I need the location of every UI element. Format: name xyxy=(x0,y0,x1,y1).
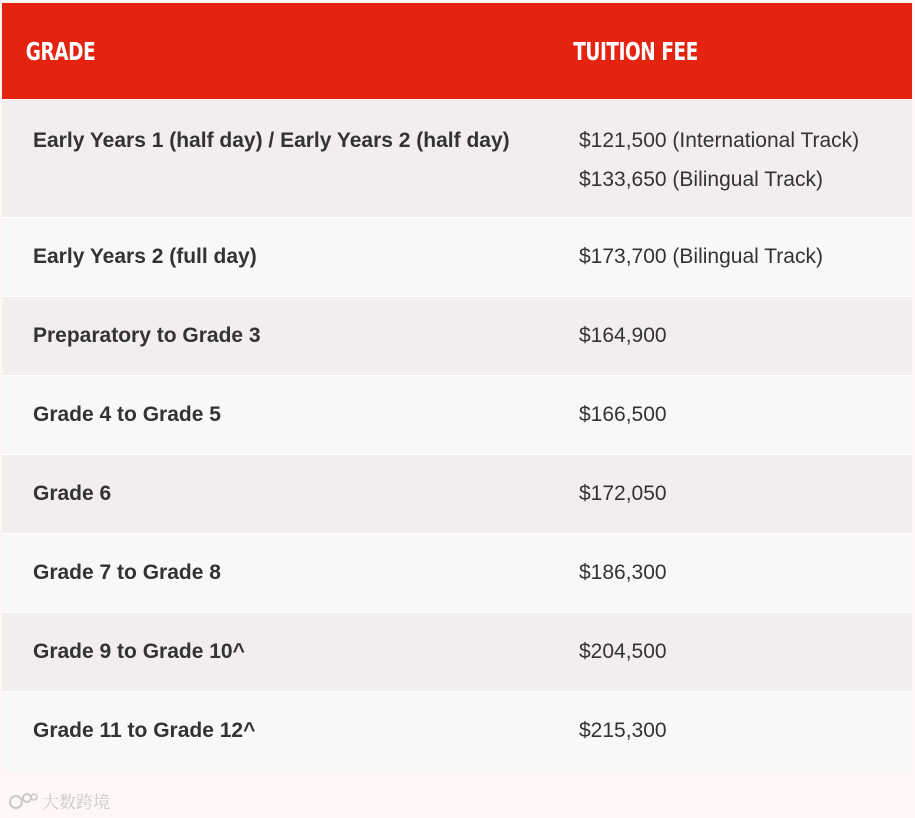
fee-cell xyxy=(547,640,912,664)
table-row xyxy=(2,99,912,217)
table-row xyxy=(2,691,912,770)
fee-cell xyxy=(547,324,912,348)
grade-cell: Early Years 2 (full day) xyxy=(33,245,257,268)
fee-value: $121,500 (International Track) xyxy=(579,129,860,152)
fee-cell xyxy=(547,403,912,427)
grade-cell: Preparatory to Grade 3 xyxy=(33,324,261,347)
table-row xyxy=(2,454,912,533)
tuition-fee-table xyxy=(2,3,912,770)
grade-cell: Grade 7 to Grade 8 xyxy=(33,561,221,584)
watermark-text: 大数跨境 xyxy=(42,793,110,812)
grade-cell: Grade 6 xyxy=(33,482,112,505)
fee-value: $204,500 xyxy=(579,640,667,663)
fee-cell xyxy=(547,561,912,585)
fee-value: $172,050 xyxy=(579,482,667,505)
watermark xyxy=(8,788,110,813)
table-header xyxy=(2,3,912,99)
fee-value: $186,300 xyxy=(579,561,667,584)
grade-cell: Early Years 1 (half day) / Early Years 2 (half day) xyxy=(33,129,510,152)
fee-value: $133,650 (Bilingual Track) xyxy=(579,168,823,191)
watermark-logo-icon xyxy=(8,791,38,811)
table-row xyxy=(2,533,912,612)
fee-cell xyxy=(547,245,912,269)
fee-value: $164,900 xyxy=(579,324,667,347)
fee-value: $173,700 (Bilingual Track) xyxy=(579,245,823,268)
table-row xyxy=(2,612,912,691)
table-row xyxy=(2,217,912,296)
fee-cell xyxy=(547,719,912,743)
fee-cell xyxy=(547,121,912,199)
fee-value: $166,500 xyxy=(579,403,667,426)
header-grade: GRADE xyxy=(25,36,96,66)
grade-cell: Grade 9 to Grade 10^ xyxy=(33,640,245,663)
grade-cell: Grade 4 to Grade 5 xyxy=(33,403,221,426)
fee-cell xyxy=(547,482,912,506)
table-row xyxy=(2,296,912,375)
fee-value: $215,300 xyxy=(579,719,667,742)
table-row xyxy=(2,375,912,454)
header-tuition-fee: TUITION FEE xyxy=(573,36,698,66)
grade-cell: Grade 11 to Grade 12^ xyxy=(33,719,256,742)
